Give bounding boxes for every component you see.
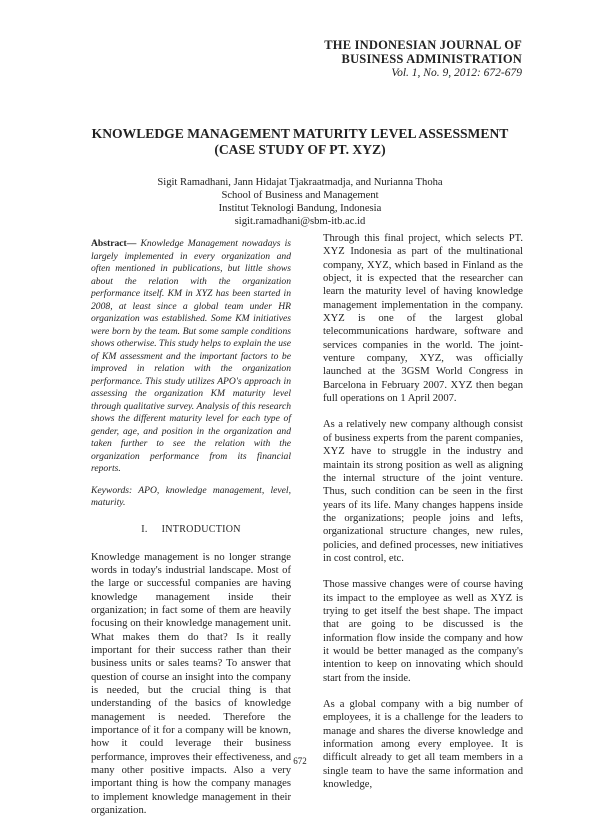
paper-title bbox=[0, 126, 600, 158]
author-school: School of Business and Management bbox=[221, 190, 379, 201]
journal-volume: Vol. 1, No. 9, 2012: 672-679 bbox=[391, 67, 522, 79]
section-number: I. bbox=[141, 523, 148, 535]
author-institute: Institut Teknologi Bandung, Indonesia bbox=[218, 203, 382, 214]
page-number: 672 bbox=[293, 756, 307, 766]
abstract-label: Abstract— bbox=[91, 238, 137, 249]
right-column bbox=[323, 232, 523, 804]
body-paragraph: As a relatively new company although consist of business experts from the parent companies, XYZ have to struggle in the industry and maintain its strong position as well as aligning the internal structure of the joint venture. Thus, such condition can be seen in the first years of its life. Many changes happens inside the organizations; people joins and lefts, organizational structure changes, new rules, policies, and defined processes, new initiatives in cost control, etc. bbox=[323, 419, 523, 564]
title-line2: (CASE STUDY OF PT. XYZ) bbox=[214, 142, 386, 157]
title-line1: KNOWLEDGE MANAGEMENT MATURITY LEVEL ASSESSMENT bbox=[91, 126, 509, 141]
body-paragraph: As a global company with a big number of employees, it is a challenge for the leaders to manage and shares the diverse knowledge and information among every employee. It is difficult already to get all team members in a single team to have the same information and knowledge, bbox=[323, 699, 523, 791]
body-paragraph: Those massive changes were of course having its impact to the employee as well as XYZ is trying to get itself the best shape. The impact that are going to be discussed is the information flow inside the company and how it would be better managed as the company's intention to keep on innovating which should start from the inside. bbox=[323, 579, 523, 684]
abstract bbox=[91, 238, 291, 476]
left-column bbox=[91, 238, 291, 830]
body-paragraph: Knowledge management is no longer strange words in today's industrial landscape. Most of the large or successful companies are having knowledge management inside their organization; in fact some of them are heavily focusing on their knowledge management unit. What makes them do that? Is it really important for their success rather than their business units or sales teams? To answer that question of course an insight into the company is needed, but the crucial thing is that understanding of the basics of knowledge management is needed. Therefore the importance of it for a company will be known, how it could leverage their business performance, improves their effectiveness, and many other positive impacts. Also a very important thing is how the company manages to implement knowledge management in their organization. bbox=[91, 551, 291, 817]
journal-name-line1: THE INDONESIAN JOURNAL OF bbox=[324, 38, 522, 52]
keywords: Keywords: APO, knowledge management, level, maturity. bbox=[91, 484, 291, 508]
abstract-text: Knowledge Management nowadays is largely implemented in every organization and often mentioned in publications, but little shows about the relation with the organization performance itself. KM in XYZ has been started in 2008, at least since a global team under HR organization was established. Some KM initiatives were born by the team. But some sample conditions shows otherwise. This study helps to explain the use of KM assessment and the important factors to be improved in relation with the organization performance. This study utilizes APO's approach in assessing the organization KM maturity level through qualitative survey. Analysis of this research shows the different maturity level for each type of gender, age, and position in the organization and taken further to see the relation with the organization performance from its financial reports. bbox=[91, 238, 291, 474]
body-paragraph: Through this final project, which selects PT. XYZ Indonesia as part of the multinational company, XYZ, which based in Finland as the object, it is expected that the researcher can learn the maturity level of having knowledge management implementation in the company. XYZ is one of the largest global telecommunications hardware, software and services companies in the world. The joint-venture company, XYZ, was officially launched at the 3GSM World Congress in Barcelona in February 2007. XYZ then began full operations on 1 April 2007. bbox=[323, 233, 523, 405]
journal-name-line2: BUSINESS ADMINISTRATION bbox=[341, 52, 522, 66]
section-heading bbox=[91, 524, 291, 535]
author-email: sigit.ramadhani@sbm-itb.ac.id bbox=[234, 216, 366, 227]
author-block bbox=[0, 176, 600, 228]
section-title: INTRODUCTION bbox=[161, 523, 241, 535]
journal-header bbox=[324, 38, 522, 80]
author-names: Sigit Ramadhani, Jann Hidajat Tjakraatmadja, and Nurianna Thoha bbox=[157, 177, 443, 188]
